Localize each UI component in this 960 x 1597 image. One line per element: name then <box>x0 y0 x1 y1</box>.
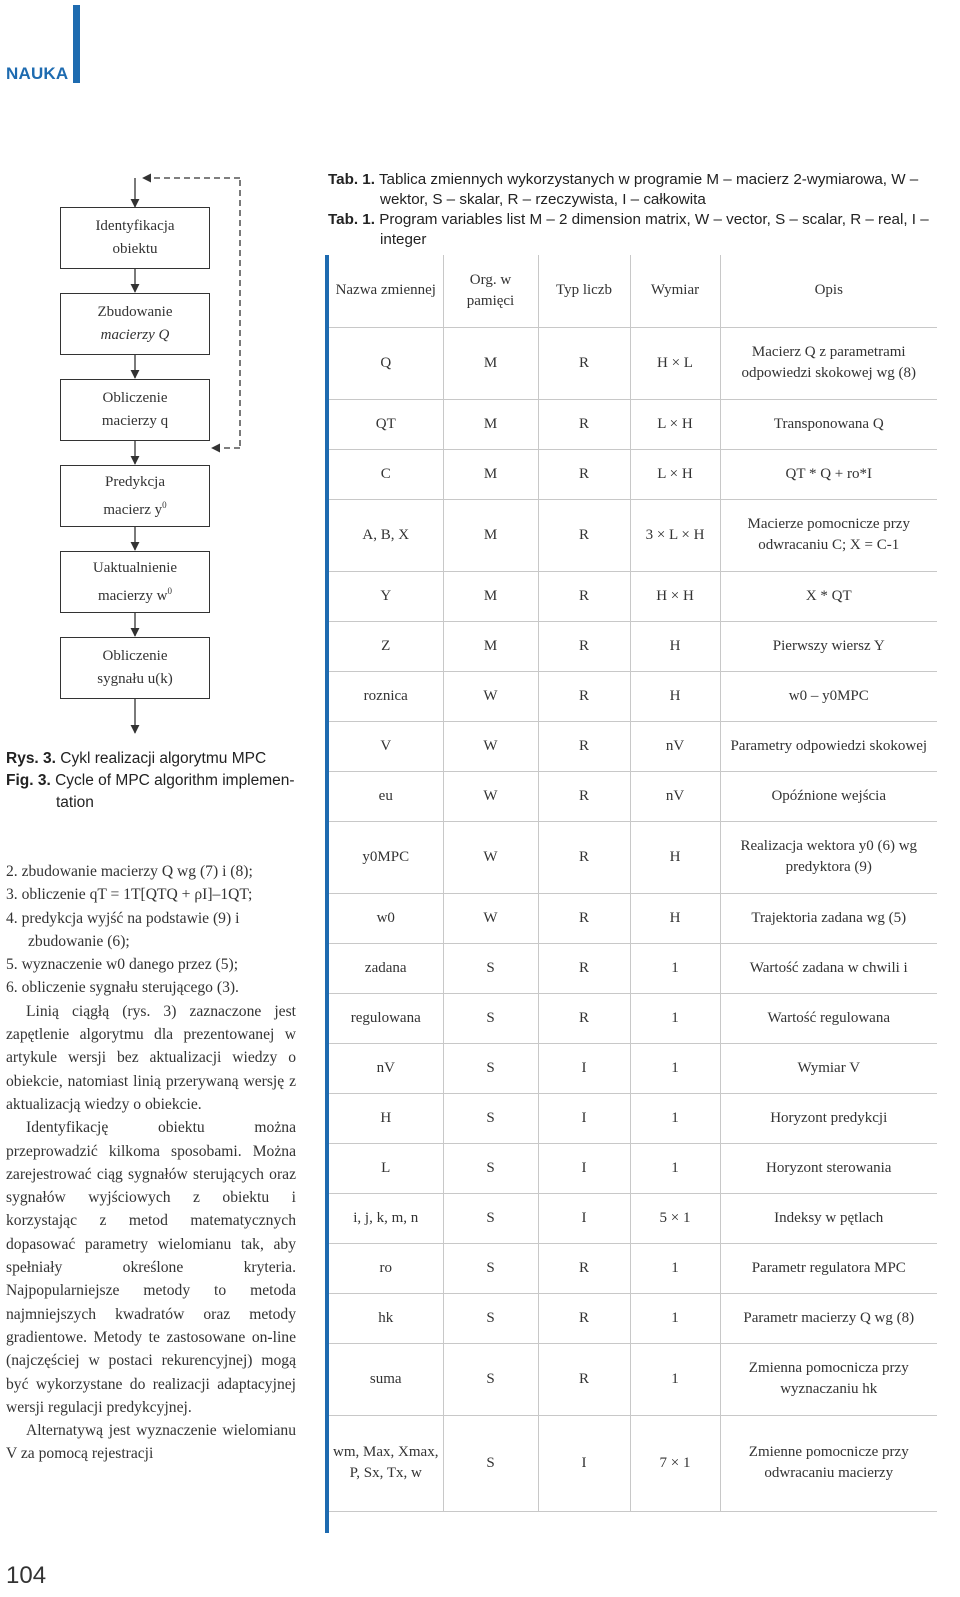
list-item: 2. zbudowanie macierzy Q wg (7) i (8); <box>6 863 253 880</box>
table-cell: zadana <box>329 943 443 993</box>
table-row <box>329 943 937 993</box>
table-row <box>329 1143 937 1193</box>
table-cell: 5 × 1 <box>630 1193 720 1243</box>
table-cell: H × H <box>630 571 720 621</box>
table-cell: I <box>538 1143 630 1193</box>
table-caption-pl: Tab. 1. Tablica zmiennych wykorzystanych w programie M – macierz 2-wymiarowa, W – wektor, S – skalar, R – rzeczywista, I – całkowita <box>328 171 919 208</box>
table-cell: Realizacja wektora y0 (6) wg predyktora (9) <box>720 821 937 893</box>
table-cell: 1 <box>630 1143 720 1193</box>
table-cell: I <box>538 1415 630 1511</box>
table-cell: R <box>538 571 630 621</box>
table-cell: Wartość zadana w chwili i <box>720 943 937 993</box>
table-row <box>329 1343 937 1415</box>
column-header: Nazwa zmiennej <box>329 255 443 327</box>
table-cell: R <box>538 993 630 1043</box>
table-cell: H <box>630 821 720 893</box>
section-label: NAUKA <box>6 64 69 83</box>
table-cell: W <box>443 721 538 771</box>
table-cell: S <box>443 1343 538 1415</box>
table-cell: 1 <box>630 943 720 993</box>
table-row <box>329 771 937 821</box>
table-row <box>329 499 937 571</box>
table-cell: R <box>538 721 630 771</box>
table-cell: R <box>538 893 630 943</box>
list-item: 4. predykcja wyjść na podstawie (9) i zbudowanie (6); <box>6 909 240 950</box>
table-cell: W <box>443 893 538 943</box>
table-cell: Macierz Q z parametrami odpowiedzi skokowej wg (8) <box>720 327 937 399</box>
table-cell: R <box>538 499 630 571</box>
table-row <box>329 1415 937 1511</box>
table-cell: regulowana <box>329 993 443 1043</box>
table-cell: S <box>443 1243 538 1293</box>
table-cell: wm, Max, Xmax, P, Sx, Tx, w <box>329 1415 443 1511</box>
table-cell: M <box>443 571 538 621</box>
column-header: Typ liczb <box>538 255 630 327</box>
table-cell: Transponowana Q <box>720 399 937 449</box>
table-cell: Parametr regulatora MPC <box>720 1243 937 1293</box>
table-cell: M <box>443 327 538 399</box>
table-row <box>329 993 937 1043</box>
table-cell: M <box>443 399 538 449</box>
table-cell: Wymiar V <box>720 1043 937 1093</box>
table-cell: Z <box>329 621 443 671</box>
table-cell: R <box>538 327 630 399</box>
table-cell: L × H <box>630 449 720 499</box>
table-cell: R <box>538 943 630 993</box>
table-cell: S <box>443 1143 538 1193</box>
table-cell: S <box>443 1093 538 1143</box>
table-cell: QT * Q + ro*I <box>720 449 937 499</box>
table-cell: R <box>538 399 630 449</box>
column-header: Wymiar <box>630 255 720 327</box>
table-cell: S <box>443 1193 538 1243</box>
table-row <box>329 821 937 893</box>
table-cell: Horyzont predykcji <box>720 1093 937 1143</box>
table-row <box>329 327 937 399</box>
table-row <box>329 893 937 943</box>
table-row <box>329 721 937 771</box>
table-cell: 1 <box>630 1293 720 1343</box>
table-cell: W <box>443 821 538 893</box>
flow-box-predict-y0: Predykcja macierz $y^0$ <box>60 465 210 527</box>
table-cell: Zmienne pomocnicze przy odwracaniu macierzy <box>720 1415 937 1511</box>
table-cell: w0 – y0MPC <box>720 671 937 721</box>
table-cell: S <box>443 943 538 993</box>
table-cell: w0 <box>329 893 443 943</box>
paragraph: Linią ciągłą (rys. 3) zaznaczone jest zapętlenie algorytmu dla prezentowanej w artykule wersji bez aktualizacji wiedzy o obiekcie, natomiast linią przerywaną wersję z aktualizacją wiedzy o obiekcie. <box>6 1002 296 1113</box>
table-cell: L <box>329 1143 443 1193</box>
table-cell: H <box>630 671 720 721</box>
table-cell: W <box>443 671 538 721</box>
table-cell: 7 × 1 <box>630 1415 720 1511</box>
table-cell: i, j, k, m, n <box>329 1193 443 1243</box>
flow-box-compute-q: Obliczenie macierzy q <box>60 379 210 441</box>
table-cell: Wartość regulowana <box>720 993 937 1043</box>
table-cell: 1 <box>630 993 720 1043</box>
table-cell: R <box>538 671 630 721</box>
table-cell: Y <box>329 571 443 621</box>
flow-box-compute-signal: Obliczenie sygnału u(k) <box>60 637 210 699</box>
table-row <box>329 671 937 721</box>
table-cell: 1 <box>630 1243 720 1293</box>
figure-caption-en: Fig. 3. Cycle of MPC algorithm implemen- tation <box>6 772 295 811</box>
table-row <box>329 1193 937 1243</box>
flow-box-update-w0: Uaktualnienie macierzy $w^0$ <box>60 551 210 613</box>
variables-table <box>329 255 937 1512</box>
paragraph: Identyfikację obiektu można przeprowadzić kilkoma sposobami. Można zarejestrować ciąg sygnałów sterujących oraz sygnałów wyjściowych z obiektu i korzystając z metod matematycznych dopasować parametry wielomianu tak, aby spełniały określone kryteria. Najpopularniejsze metody to metoda najmniejszych kwadratów oraz metody gradientowe. Metody te zastosowane on-line (najczęściej w postaci rekurencyjnej) mogą być wykorzystane do realizacji adaptacyjnej wersji regulacji predykcyjnej. <box>6 1119 296 1416</box>
table-cell: ro <box>329 1243 443 1293</box>
table-cell: H <box>630 893 720 943</box>
table-cell: Macierze pomocnicze przy odwracaniu C; X = C-1 <box>720 499 937 571</box>
table-cell: W <box>443 771 538 821</box>
table-row <box>329 1243 937 1293</box>
table-cell: L × H <box>630 399 720 449</box>
table-cell: 1 <box>630 1093 720 1143</box>
table-row <box>329 621 937 671</box>
table-cell: Opóźnione wejścia <box>720 771 937 821</box>
table-row <box>329 571 937 621</box>
column-header: Org. w pamięci <box>443 255 538 327</box>
column-header: Opis <box>720 255 937 327</box>
table-cell: 1 <box>630 1043 720 1093</box>
list-item: 5. wyznaczenie w0 danego przez (5); <box>6 956 239 974</box>
table-cell: 1 <box>630 1343 720 1415</box>
table-row <box>329 1093 937 1143</box>
page-number: 104 <box>6 1562 47 1589</box>
table-cell: y0MPC <box>329 821 443 893</box>
table-cell: M <box>443 449 538 499</box>
table-cell: nV <box>630 721 720 771</box>
table-cell: R <box>538 449 630 499</box>
table-cell: QT <box>329 399 443 449</box>
table-cell: S <box>443 1415 538 1511</box>
figure-caption-pl: Rys. 3. Cykl realizacji algorytmu MPC <box>6 750 267 767</box>
table-cell: Q <box>329 327 443 399</box>
table-cell: Horyzont sterowania <box>720 1143 937 1193</box>
table-caption <box>328 170 940 250</box>
article-body <box>6 860 296 1466</box>
table-caption-en: Tab. 1. Program variables list M – 2 dimension matrix, W – vector, S – scalar, R – real, I – integer <box>328 211 929 248</box>
list-item: 6. obliczenie sygnału sterującego (3). <box>6 979 239 997</box>
table-row <box>329 399 937 449</box>
list-item: 3. obliczenie qT = 1T[QTQ + ρI]–1QT; <box>6 886 253 904</box>
paragraph: Alternatywą jest wyznaczenie wielomianu V za pomocą rejestracji <box>6 1422 296 1463</box>
flow-box-identification: Identyfikacja obiektu <box>60 207 210 269</box>
table-cell: I <box>538 1193 630 1243</box>
table-cell: Indeksy w pętlach <box>720 1193 937 1243</box>
table-row <box>329 449 937 499</box>
table-cell: Pierwszy wiersz Y <box>720 621 937 671</box>
table-cell: Trajektoria zadana wg (5) <box>720 893 937 943</box>
table-cell: S <box>443 993 538 1043</box>
table-cell: I <box>538 1043 630 1093</box>
table-cell: R <box>538 621 630 671</box>
table-cell: S <box>443 1293 538 1343</box>
table-cell: M <box>443 621 538 671</box>
table-cell: H × L <box>630 327 720 399</box>
table-cell: Parametr macierzy Q wg (8) <box>720 1293 937 1343</box>
table-cell: H <box>630 621 720 671</box>
table-cell: H <box>329 1093 443 1143</box>
table-cell: 3 × L × H <box>630 499 720 571</box>
table-row <box>329 1043 937 1093</box>
table-cell: roznica <box>329 671 443 721</box>
table-cell: V <box>329 721 443 771</box>
table-cell: S <box>443 1043 538 1093</box>
table-cell: Zmienna pomocnicza przy wyznaczaniu hk <box>720 1343 937 1415</box>
table-cell: M <box>443 499 538 571</box>
table-cell: R <box>538 1343 630 1415</box>
table-cell: hk <box>329 1293 443 1343</box>
table-cell: nV <box>329 1043 443 1093</box>
table-cell: C <box>329 449 443 499</box>
table-cell: Parametry odpowiedzi skokowej <box>720 721 937 771</box>
table-cell: nV <box>630 771 720 821</box>
table-row <box>329 1293 937 1343</box>
table-cell: suma <box>329 1343 443 1415</box>
table-cell: A, B, X <box>329 499 443 571</box>
table-cell: R <box>538 1293 630 1343</box>
table-cell: I <box>538 1093 630 1143</box>
table-cell: R <box>538 771 630 821</box>
table-cell: R <box>538 1243 630 1293</box>
table-header-row <box>329 255 937 327</box>
table-cell: eu <box>329 771 443 821</box>
table-cell: R <box>538 821 630 893</box>
flow-box-build-q: Zbudowanie macierzy Q <box>60 293 210 355</box>
table-cell: X * QT <box>720 571 937 621</box>
